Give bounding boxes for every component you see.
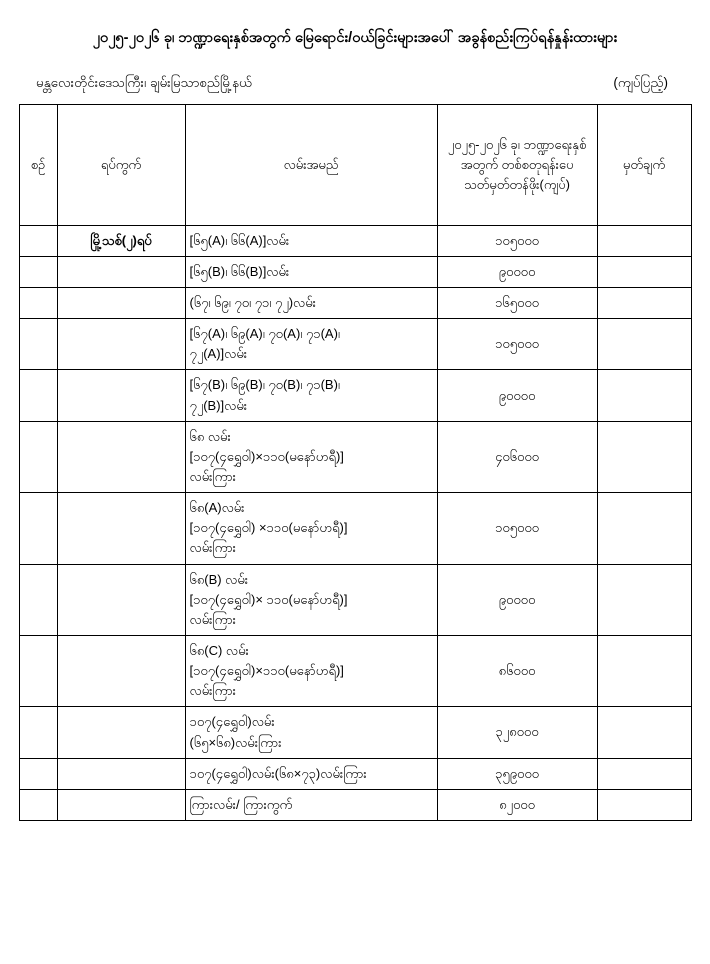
cell-ward: မြို့သစ်(၂)ရပ် bbox=[57, 225, 185, 256]
cell-street-name bbox=[185, 256, 437, 287]
cell-ward bbox=[57, 789, 185, 820]
cell-remark bbox=[597, 225, 691, 256]
cell-remark bbox=[597, 288, 691, 319]
cell-ward bbox=[57, 370, 185, 421]
cell-no bbox=[19, 707, 57, 758]
street-name-line: ကြားလမ်း/ ကြားကွက် bbox=[189, 796, 293, 812]
cell-no bbox=[19, 421, 57, 492]
street-name-line: လမ်းကြား bbox=[189, 683, 236, 699]
cell-ward bbox=[57, 421, 185, 492]
street-name-line: [၆၇(A)၊ ၆၉(A)၊ ၇၀(A)၊ ၇၁(A)၊ bbox=[189, 326, 340, 342]
cell-rate: ၁၀၅၀၀၀ bbox=[437, 225, 597, 256]
cell-street-name bbox=[185, 758, 437, 789]
cell-rate: ၈၆၀၀၀ bbox=[437, 636, 597, 707]
cell-ward bbox=[57, 256, 185, 287]
cell-no bbox=[19, 636, 57, 707]
cell-remark bbox=[597, 707, 691, 758]
cell-rate: ၃၂၈၀၀၀ bbox=[437, 707, 597, 758]
cell-remark bbox=[597, 564, 691, 635]
cell-ward bbox=[57, 636, 185, 707]
table-row bbox=[19, 758, 691, 789]
cell-ward bbox=[57, 707, 185, 758]
cell-no bbox=[19, 789, 57, 820]
table-row bbox=[19, 256, 691, 287]
street-name-line: လမ်းကြား bbox=[189, 469, 236, 485]
column-header-remark: မှတ်ချက် bbox=[597, 104, 691, 225]
table-row bbox=[19, 225, 691, 256]
cell-no bbox=[19, 758, 57, 789]
cell-street-name bbox=[185, 421, 437, 492]
street-name-line: ၆၈(A)လမ်း bbox=[189, 500, 245, 516]
cell-rate: ၉၀၀၀၀ bbox=[437, 256, 597, 287]
cell-rate: ၁၀၅၀၀၀ bbox=[437, 493, 597, 564]
cell-remark bbox=[597, 758, 691, 789]
cell-rate: ၁၀၅၀၀၀ bbox=[437, 319, 597, 370]
street-name-line: ၇၂(A)]လမ်း bbox=[189, 346, 248, 362]
cell-no bbox=[19, 370, 57, 421]
table-header-row bbox=[19, 104, 691, 225]
cell-remark bbox=[597, 421, 691, 492]
land-tax-rate-table bbox=[19, 104, 692, 821]
street-name-line: [၁၀၇(၄ရွှေဝါ)× ၁၁၀(မနော်ဟရီ)] bbox=[189, 591, 348, 607]
cell-rate: ၈၂၀၀၀ bbox=[437, 789, 597, 820]
table-body bbox=[19, 225, 691, 820]
table-row bbox=[19, 789, 691, 820]
street-name-line: ၆၈ လမ်း bbox=[189, 428, 231, 444]
page-title: ၂၀၂၅-၂၀၂၆ ခု၊ ဘဏ္ဍာရေးနှစ်အတွက် မြေရောင်း/ဝယ်ခြင်းများအပေါ် အခွန်စည်းကြပ်ရန်နှုန်းထားများ bbox=[92, 30, 618, 46]
street-name-line: [၁၀၇(၄ရွှေဝါ)×၁၁၀(မနော်ဟရီ)] bbox=[189, 448, 344, 464]
street-name-line: (၆၇၊ ၆၉၊ ၇၀၊ ၇၁၊ ၇၂)လမ်း bbox=[189, 295, 316, 311]
cell-street-name bbox=[185, 225, 437, 256]
cell-street-name bbox=[185, 288, 437, 319]
cell-rate: ၉၀၀၀၀ bbox=[437, 564, 597, 635]
subheader bbox=[36, 74, 668, 94]
cell-ward bbox=[57, 564, 185, 635]
column-header-street-name: လမ်းအမည် bbox=[185, 104, 437, 225]
street-name-line: ၆၈(C) လမ်း bbox=[189, 643, 249, 658]
cell-remark bbox=[597, 636, 691, 707]
column-header-rate: ၂၀၂၅-၂၀၂၆ ခု၊ ဘဏ္ဍာရေးနှစ်အတွက် တစ်စတုရန်းပေ သတ်မှတ်တန်ဖိုး(ကျပ်) bbox=[437, 104, 597, 225]
cell-street-name bbox=[185, 493, 437, 564]
cell-rate: ၄၀၆၀၀၀ bbox=[437, 421, 597, 492]
table-row bbox=[19, 636, 691, 707]
street-name-line: [၁၀၇(၄ရွှေဝါ)×၁၁၀(မနော်ဟရီ)] bbox=[189, 663, 344, 679]
street-name-line: လမ်းကြား bbox=[189, 611, 236, 627]
cell-street-name bbox=[185, 636, 437, 707]
cell-ward bbox=[57, 288, 185, 319]
table-row bbox=[19, 288, 691, 319]
cell-remark bbox=[597, 493, 691, 564]
street-name-line: (၆၅×၆၈)လမ်းကြား bbox=[189, 734, 282, 750]
cell-no bbox=[19, 319, 57, 370]
cell-rate: ၃၅၉၀၀၀ bbox=[437, 758, 597, 789]
cell-remark bbox=[597, 319, 691, 370]
column-header-ward: ရပ်ကွက် bbox=[57, 104, 185, 225]
cell-rate: ၁၆၅၀၀၀ bbox=[437, 288, 597, 319]
cell-ward bbox=[57, 319, 185, 370]
cell-street-name bbox=[185, 564, 437, 635]
cell-no bbox=[19, 564, 57, 635]
cell-remark bbox=[597, 256, 691, 287]
cell-ward bbox=[57, 493, 185, 564]
column-header-no: စဉ် bbox=[19, 104, 57, 225]
street-name-line: [၆၇(B)၊ ၆၉(B)၊ ၇၀(B)၊ ၇၁(B)၊ bbox=[189, 377, 340, 393]
table-row bbox=[19, 319, 691, 370]
table-row bbox=[19, 421, 691, 492]
table-header bbox=[19, 104, 691, 225]
street-name-line: ၁၀၇(၄ရွှေဝါ)လမ်း bbox=[189, 714, 275, 730]
cell-no bbox=[19, 493, 57, 564]
currency-unit-label: (ကျပ်ပြည့်) bbox=[613, 74, 668, 90]
table-row bbox=[19, 493, 691, 564]
cell-rate: ၉၀၀၀၀ bbox=[437, 370, 597, 421]
cell-no bbox=[19, 256, 57, 287]
street-name-line: ၁၀၇(၄ရွှေဝါ)လမ်း(၆၈×၇၃)လမ်းကြား bbox=[189, 765, 367, 781]
cell-no bbox=[19, 288, 57, 319]
table-row bbox=[19, 564, 691, 635]
cell-street-name bbox=[185, 707, 437, 758]
cell-no bbox=[19, 225, 57, 256]
cell-street-name bbox=[185, 319, 437, 370]
street-name-line: [၆၅(A)၊ ၆၆(A)]လမ်း bbox=[189, 232, 290, 248]
street-name-line: [၆၅(B)၊ ၆၆(B)]လမ်း bbox=[189, 263, 290, 279]
street-name-line: ၆၈(B) လမ်း bbox=[189, 571, 249, 587]
cell-remark bbox=[597, 789, 691, 820]
street-name-line: လမ်းကြား bbox=[189, 540, 236, 556]
township-label: မန္တလေးတိုင်းဒေသကြီး၊ ချမ်းမြသာစည်မြို့နယ် bbox=[36, 74, 253, 90]
street-name-line: ၇၂(B)]လမ်း bbox=[189, 397, 248, 413]
cell-street-name bbox=[185, 789, 437, 820]
table-row bbox=[19, 370, 691, 421]
cell-remark bbox=[597, 370, 691, 421]
cell-street-name bbox=[185, 370, 437, 421]
cell-ward bbox=[57, 758, 185, 789]
street-name-line: [၁၀၇(၄ရွှေဝါ) ×၁၁၀(မနော်ဟရီ)] bbox=[189, 520, 348, 536]
table-row bbox=[19, 707, 691, 758]
